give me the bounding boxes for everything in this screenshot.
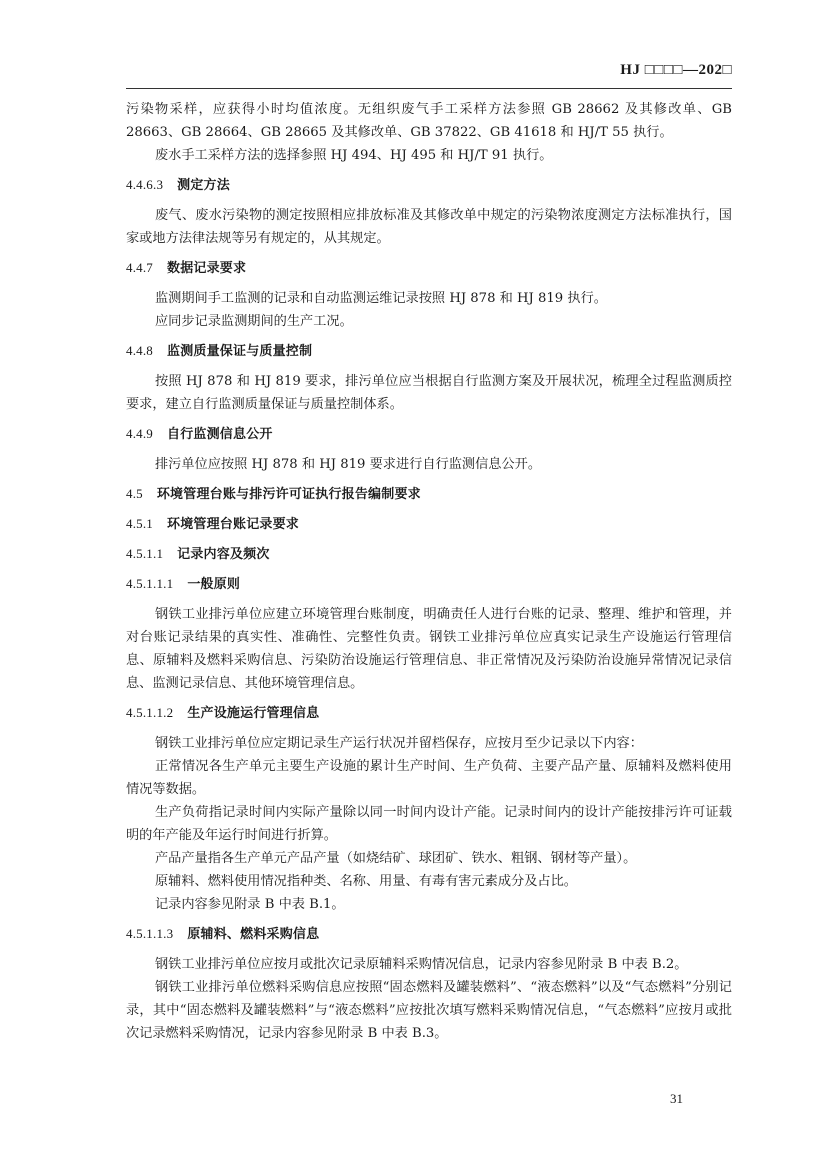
section-title: 环境管理台账记录要求 (167, 517, 300, 532)
section-title: 生产设施运行管理信息 (187, 706, 320, 721)
section-number: 4.4.6.3 (126, 177, 164, 192)
section-title: 测定方法 (177, 178, 230, 193)
section-heading (126, 543, 732, 566)
body-paragraph: 原辅料、燃料使用情况指种类、名称、用量、有毒有害元素成分及占比。 (155, 874, 577, 889)
section-number: 4.5.1.1.3 (126, 926, 174, 941)
section-number: 4.5.1.1.1 (126, 576, 174, 591)
section-heading (126, 174, 732, 197)
body-paragraph: 产品产量指各生产单元产品产量（如烧结矿、球团矿、铁水、粗钢、钢材等产量）。 (155, 851, 637, 866)
body-paragraph: 钢铁工业排污单位应按月或批次记录原辅料采购情况信息，记录内容参见附录 B 中表 B.2。 (155, 957, 688, 972)
section-heading (126, 340, 732, 363)
section-heading (126, 513, 732, 536)
section-title: 记录内容及频次 (177, 547, 270, 562)
section-heading (126, 483, 732, 506)
header-divider (126, 88, 732, 89)
section-number: 4.4.8 (126, 343, 153, 358)
section-number: 4.4.9 (126, 426, 153, 441)
section-number: 4.5.1 (126, 516, 153, 531)
body-paragraph: 钢铁工业排污单位应定期记录生产运行状况并留档保存，应按月至少记录以下内容： (155, 736, 643, 751)
body-paragraph: 排污单位应按照 HJ 878 和 HJ 819 要求进行自行监测信息公开。 (155, 457, 542, 472)
section-title: 原辅料、燃料采购信息 (187, 927, 320, 942)
body-paragraph: 正常情况各生产单元主要生产设施的累计生产时间、生产负荷、主要产品产量、原辅料及燃料使用情况等数据。 (126, 759, 732, 797)
section-heading (126, 923, 732, 946)
document-body (126, 98, 732, 1045)
body-paragraph: 钢铁工业排污单位燃料采购信息应按照“固态燃料及罐装燃料”、“液态燃料”以及“气态燃料”分别记录，其中“固态燃料及罐装燃料”与“液态燃料”应按批次填写燃料采购情况信息，“气态燃料”应按月或批次记录燃料采购情况，记录内容参见附录 B 中表 B.3。 (126, 980, 732, 1041)
body-paragraph: 废水手工采样方法的选择参照 HJ 494、HJ 495 和 HJ/T 91 执行。 (155, 148, 553, 163)
body-paragraph: 按照 HJ 878 和 HJ 819 要求，排污单位应当根据自行监测方案及开展状况，梳理全过程监测质控要求，建立自行监测质量保证与质量控制体系。 (126, 374, 732, 412)
section-title: 自行监测信息公开 (167, 427, 273, 442)
body-paragraph: 记录内容参见附录 B 中表 B.1。 (155, 897, 345, 912)
document-code-header: HJ □□□□—202□ (620, 62, 732, 78)
section-number: 4.4.7 (126, 260, 153, 275)
section-number: 4.5.1.1 (126, 546, 164, 561)
body-paragraph: 生产负荷指记录时间内实际产量除以同一时间内设计产能。记录时间内的设计产能按排污许可证载明的年产能及年运行时间进行折算。 (126, 805, 732, 843)
section-heading (126, 257, 732, 280)
section-title: 一般原则 (187, 577, 241, 592)
section-title: 环境管理台账与排污许可证执行报告编制要求 (156, 487, 421, 502)
body-paragraph: 钢铁工业排污单位应建立环境管理台账制度，明确责任人进行台账的记录、整理、维护和管理，并对台账记录结果的真实性、准确性、完整性负责。钢铁工业排污单位应真实记录生产设施运行管理信息、原辅料及燃料采购信息、污染防治设施运行管理信息、非正常情况及污染防治设施异常情况记录信息、监测记录信息、其他环境管理信息。 (126, 607, 732, 691)
body-paragraph: 监测期间手工监测的记录和自动监测运维记录按照 HJ 878 和 HJ 819 执行。 (155, 291, 607, 306)
section-heading (126, 573, 732, 596)
body-paragraph: 应同步记录监测期间的生产工况。 (155, 314, 353, 329)
section-heading (126, 423, 732, 446)
section-number: 4.5 (126, 486, 143, 501)
section-heading (126, 702, 732, 725)
section-number: 4.5.1.1.2 (126, 705, 174, 720)
body-paragraph: 废气、废水污染物的测定按照相应排放标准及其修改单中规定的污染物浓度测定方法标准执行，国家或地方法律法规等另有规定的，从其规定。 (126, 208, 732, 246)
body-paragraph: 污染物采样，应获得小时均值浓度。无组织废气手工采样方法参照 GB 28662 及其修改单、GB 28663、GB 28664、GB 28665 及其修改单、GB 37822、GB 41618 和 HJ/T 55 执行。 (126, 102, 732, 140)
section-title: 监测质量保证与质量控制 (167, 344, 313, 359)
page-number: 31 (670, 1091, 683, 1106)
section-title: 数据记录要求 (167, 261, 247, 276)
